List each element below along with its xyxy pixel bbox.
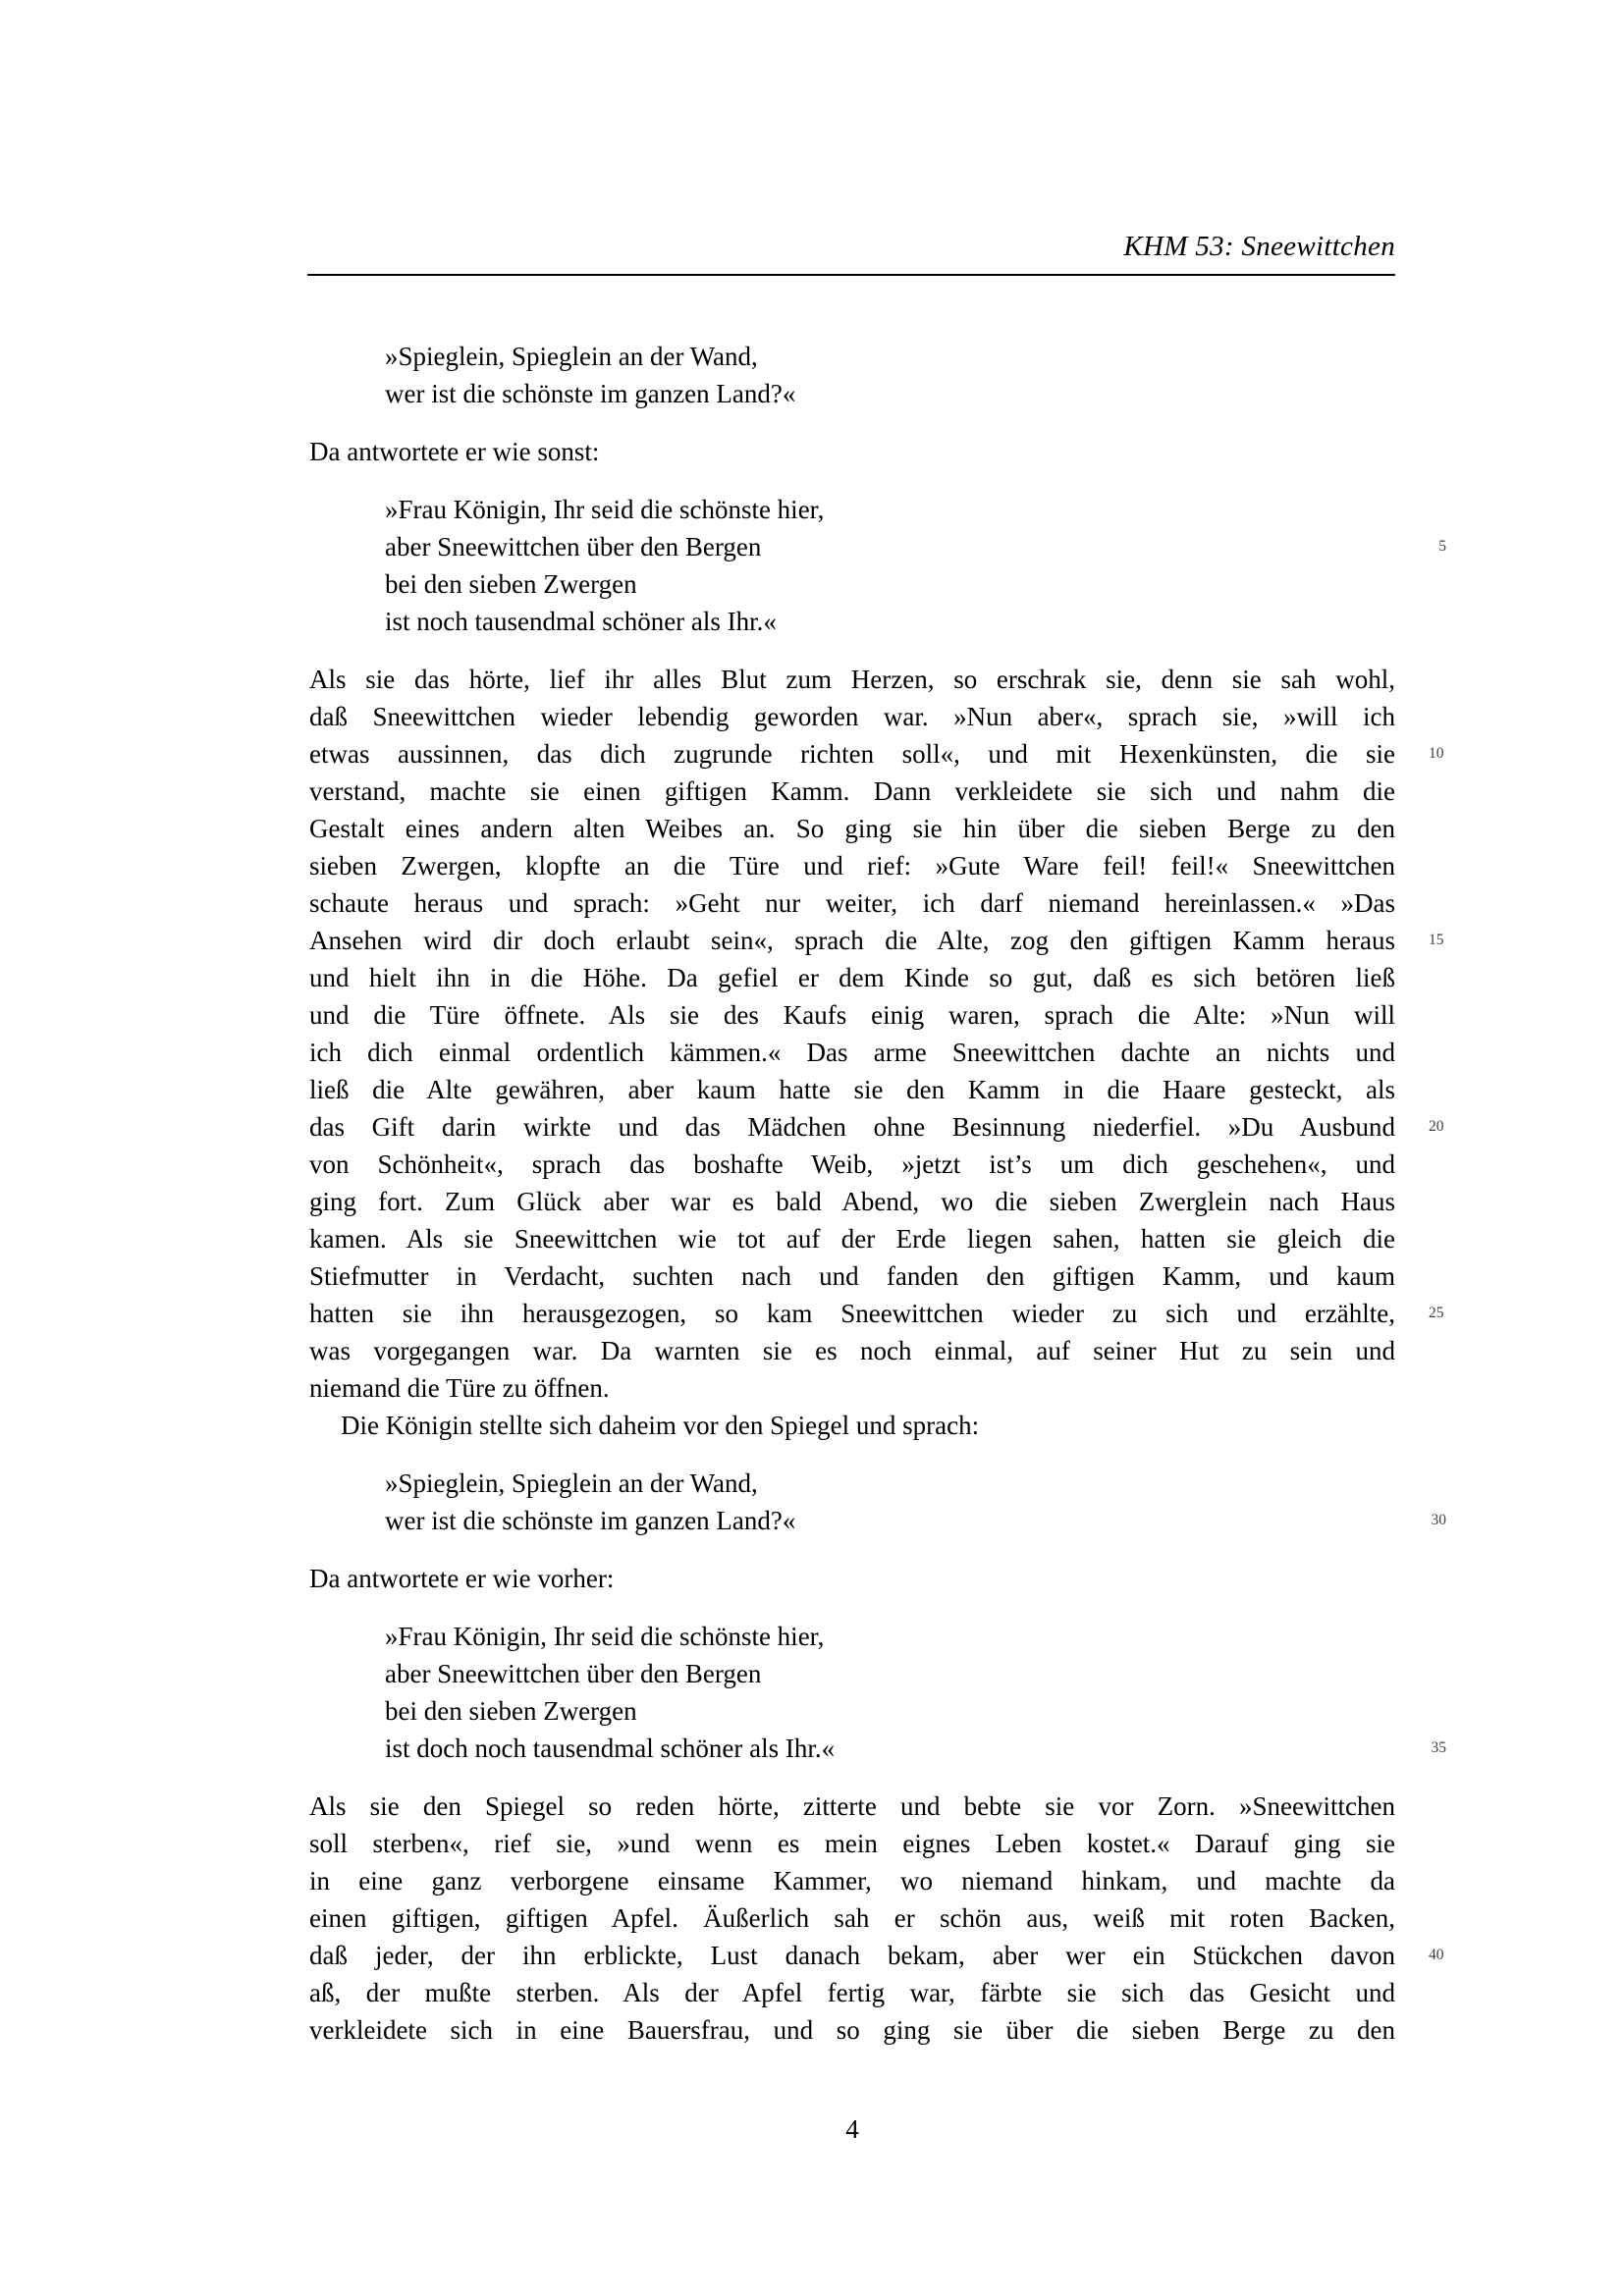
verse-line <box>385 1730 1446 1767</box>
text-line <box>309 847 1395 884</box>
verse-block <box>309 491 1446 640</box>
line-text: ist noch tausendmal schöner als Ihr.« <box>385 607 777 636</box>
line-text: hatten sie ihn herausgezogen, so kam Sneewittchen wieder zu sich und erzählte, <box>309 1299 1395 1328</box>
line-text: Da antwortete er wie vorher: <box>309 1564 615 1593</box>
margin-line-number: 20 <box>1429 1118 1444 1135</box>
text-line <box>309 1108 1444 1146</box>
line-text: ging fort. Zum Glück aber war es bald Abend, wo die sieben Zwerglein nach Haus <box>309 1187 1395 1216</box>
margin-line-number: 30 <box>1431 1512 1446 1528</box>
text-line <box>309 1407 1395 1444</box>
line-text: niemand die Türe zu öffnen. <box>309 1373 610 1403</box>
line-text: Da antwortete er wie sonst: <box>309 437 600 466</box>
verse-line <box>385 1618 1395 1655</box>
line-text: in eine ganz verborgene einsame Kammer, wo niemand hinkam, und machte da <box>309 1866 1395 1896</box>
text-line <box>309 959 1395 996</box>
verse-line <box>385 528 1446 565</box>
text-line <box>309 1146 1395 1183</box>
verse-line <box>385 1465 1395 1502</box>
verse-line <box>385 491 1395 528</box>
prose-block <box>309 661 1444 1407</box>
text-line <box>309 1220 1395 1257</box>
verse-line <box>385 338 1395 375</box>
page-number: 4 <box>845 2114 859 2144</box>
line-text: was vorgegangen war. Da warnten sie es noch einmal, auf seiner Hut zu sein und <box>309 1336 1395 1365</box>
text-body <box>309 317 1446 2049</box>
verse-line <box>385 603 1395 640</box>
text-line <box>309 2011 1395 2049</box>
margin-line-number: 5 <box>1438 538 1446 555</box>
text-line <box>309 1295 1444 1332</box>
text-line <box>309 1332 1395 1369</box>
line-text: aber Sneewittchen über den Bergen <box>385 1659 762 1688</box>
line-text: Stiefmutter in Verdacht, suchten nach und fanden den giftigen Kamm, und kaum <box>309 1261 1395 1291</box>
text-line <box>309 1183 1395 1220</box>
line-text: verkleidete sich in eine Bauersfrau, und so ging sie über die sieben Berge zu den <box>309 2015 1395 2045</box>
line-text: bei den sieben Zwergen <box>385 569 637 599</box>
line-text: Ansehen wird dir doch erlaubt sein«, sprach die Alte, zog den giftigen Kamm heraus <box>309 926 1395 955</box>
margin-line-number: 40 <box>1429 1947 1444 1963</box>
line-text: wer ist die schönste im ganzen Land?« <box>385 1506 796 1535</box>
verse-line <box>385 1692 1395 1730</box>
text-line <box>309 922 1444 959</box>
prose-block <box>309 433 1395 470</box>
margin-line-number: 35 <box>1431 1739 1446 1756</box>
line-text: und hielt ihn in die Höhe. Da gefiel er dem Kinde so gut, daß es sich betören ließ <box>309 963 1395 992</box>
verse-line <box>385 565 1395 603</box>
margin-line-number: 25 <box>1429 1305 1444 1321</box>
line-text: ich dich einmal ordentlich kämmen.« Das arme Sneewittchen dachte an nichts und <box>309 1038 1395 1067</box>
line-text: wer ist die schönste im ganzen Land?« <box>385 379 796 408</box>
line-text: Die Königin stellte sich daheim vor den Spiegel und sprach: <box>341 1411 980 1440</box>
text-line <box>309 1974 1395 2011</box>
text-line <box>309 698 1395 735</box>
line-text: soll sterben«, rief sie, »und wenn es mein eignes Leben kostet.« Darauf ging sie <box>309 1829 1395 1858</box>
line-text: aß, der mußte sterben. Als der Apfel fertig war, färbte sie sich das Gesicht und <box>309 1978 1395 2007</box>
text-line <box>309 1899 1395 1937</box>
line-text: »Frau Königin, Ihr seid die schönste hier, <box>385 495 825 524</box>
line-text: ist doch noch tausendmal schöner als Ihr.« <box>385 1734 836 1763</box>
text-line <box>309 1788 1395 1825</box>
text-line <box>309 810 1395 847</box>
margin-line-number: 10 <box>1429 745 1444 762</box>
prose-block <box>309 1788 1444 2049</box>
line-text: Als sie das hörte, lief ihr alles Blut zum Herzen, so erschrak sie, denn sie sah wohl, <box>309 665 1395 694</box>
text-line <box>309 661 1395 698</box>
text-line <box>309 735 1444 773</box>
verse-line <box>385 1502 1446 1539</box>
text-line <box>309 1369 1395 1407</box>
line-text: von Schönheit«, sprach das boshafte Weib, »jetzt ist’s um dich geschehen«, und <box>309 1149 1395 1179</box>
line-text: einen giftigen, giftigen Apfel. Äußerlich sah er schön aus, weiß mit roten Backen, <box>309 1903 1395 1933</box>
line-text: sieben Zwergen, klopfte an die Türe und rief: »Gute Ware feil! feil!« Sneewittchen <box>309 851 1395 881</box>
text-line <box>309 1560 1395 1597</box>
line-text: verstand, machte sie einen giftigen Kamm. Dann verkleidete sie sich und nahm die <box>309 776 1395 806</box>
text-line <box>309 1257 1395 1295</box>
line-text: das Gift darin wirkte und das Mädchen ohne Besinnung niederfiel. »Du Ausbund <box>309 1112 1395 1142</box>
text-line <box>309 773 1395 810</box>
text-line <box>309 1862 1395 1899</box>
line-text: kamen. Als sie Sneewittchen wie tot auf der Erde liegen sahen, hatten sie gleich die <box>309 1224 1395 1254</box>
line-text: »Spieglein, Spieglein an der Wand, <box>385 1468 758 1498</box>
text-line <box>309 1071 1395 1108</box>
line-text: Als sie den Spiegel so reden hörte, zitterte und bebte sie vor Zorn. »Sneewittchen <box>309 1791 1395 1821</box>
margin-line-number: 15 <box>1429 932 1444 948</box>
line-text: bei den sieben Zwergen <box>385 1696 637 1726</box>
text-line <box>309 433 1395 470</box>
text-line <box>309 1937 1444 1974</box>
line-text: ließ die Alte gewähren, aber kaum hatte sie den Kamm in die Haare gesteckt, als <box>309 1075 1395 1104</box>
line-text: und die Türe öffnete. Als sie des Kaufs einig waren, sprach die Alte: »Nun will <box>309 1000 1395 1030</box>
text-line <box>309 884 1395 922</box>
text-line <box>309 1825 1395 1862</box>
verse-block <box>309 1618 1446 1767</box>
verse-block <box>309 338 1395 412</box>
line-text: daß Sneewittchen wieder lebendig geworden war. »Nun aber«, sprach sie, »will ich <box>309 702 1395 731</box>
verse-line <box>385 1655 1395 1692</box>
running-header-title: KHM 53: Sneewittchen <box>1123 231 1395 262</box>
line-text: »Spieglein, Spieglein an der Wand, <box>385 342 758 371</box>
line-text: daß jeder, der ihn erblickte, Lust danach bekam, aber wer ein Stückchen davon <box>309 1941 1395 1970</box>
header-rule <box>307 274 1395 276</box>
text-line <box>309 996 1395 1034</box>
line-text: etwas aussinnen, das dich zugrunde richten soll«, und mit Hexenkünsten, die sie <box>309 739 1395 769</box>
line-text: aber Sneewittchen über den Bergen <box>385 532 762 561</box>
verse-block <box>309 1465 1446 1539</box>
text-line <box>309 1034 1395 1071</box>
verse-line <box>385 375 1395 412</box>
prose-block <box>309 1560 1395 1597</box>
line-text: Gestalt eines andern alten Weibes an. So ging sie hin über die sieben Berge zu den <box>309 814 1395 843</box>
line-text: »Frau Königin, Ihr seid die schönste hier, <box>385 1622 825 1651</box>
line-text: schaute heraus und sprach: »Geht nur weiter, ich darf niemand hereinlassen.« »Das <box>309 888 1395 918</box>
prose-block <box>309 1407 1395 1444</box>
